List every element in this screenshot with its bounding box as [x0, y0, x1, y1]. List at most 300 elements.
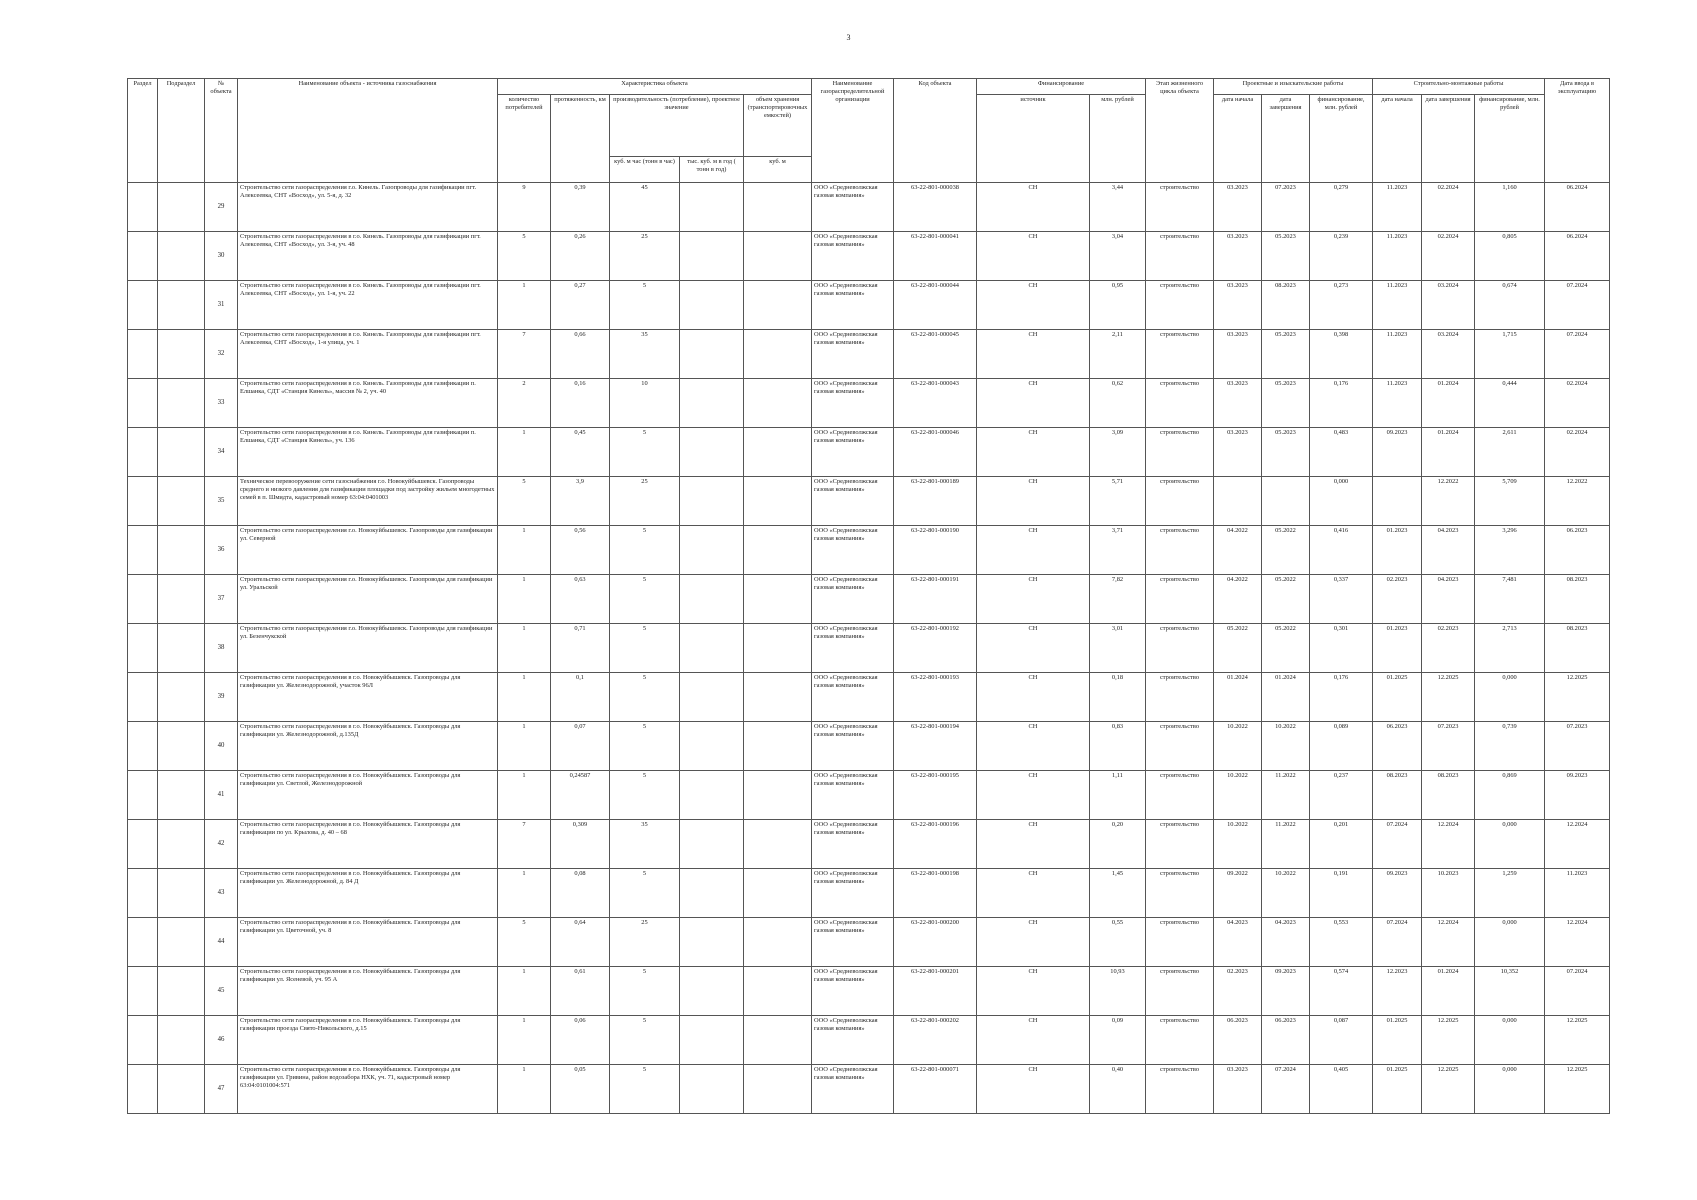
cell-razdel	[128, 673, 158, 722]
header-razdel: Раздел	[128, 79, 158, 183]
cell-commissioning-date: 12.2022	[1545, 477, 1610, 526]
cell-organization: ООО «Средневолжская газовая компания»	[812, 967, 894, 1016]
cell-stage: строительство	[1146, 232, 1214, 281]
cell-capacity-year	[680, 379, 744, 428]
cell-commissioning-date: 12.2024	[1545, 820, 1610, 869]
cell-length: 0,08	[551, 869, 610, 918]
cell-stage: строительство	[1146, 771, 1214, 820]
cell-organization: ООО «Средневолжская газовая компания»	[812, 477, 894, 526]
cell-design-financing: 0,553	[1310, 918, 1373, 967]
cell-source: СН	[977, 673, 1090, 722]
cell-length: 0,05	[551, 1065, 610, 1114]
cell-financing: 10,93	[1090, 967, 1146, 1016]
cell-nomer: 33	[205, 379, 238, 428]
cell-consumers: 5	[498, 477, 551, 526]
cell-design-start: 03.2023	[1214, 281, 1262, 330]
cell-construction-financing: 0,000	[1475, 1065, 1545, 1114]
cell-razdel	[128, 477, 158, 526]
cell-podrazdel	[158, 477, 205, 526]
cell-capacity-year	[680, 1016, 744, 1065]
cell-capacity-hour: 5	[610, 1016, 680, 1065]
header-etap: Этап жизненного цикла объекта	[1146, 79, 1214, 183]
table-row	[128, 673, 1610, 722]
header-name: Наименование объекта - источника газоснабжения	[238, 79, 498, 183]
cell-nomer: 35	[205, 477, 238, 526]
cell-consumers: 1	[498, 575, 551, 624]
cell-object-code: 63-22-801-000194	[894, 722, 977, 771]
cell-object-name: Строительство сети газораспределения в г.о. Новокуйбышевск. Газопроводы для газификации ул. Железнодорожной, д.135Д	[238, 722, 498, 771]
cell-commissioning-date: 06.2024	[1545, 232, 1610, 281]
cell-design-end: 11.2022	[1262, 820, 1310, 869]
cell-commissioning-date: 12.2025	[1545, 1065, 1610, 1114]
cell-capacity-hour: 5	[610, 526, 680, 575]
table-row	[128, 232, 1610, 281]
cell-object-name: Строительство сети газораспределения в г.о. Кинель. Газопроводы для газификации п. Елшанка, СДТ «Станция Кинель», массив № 2, уч. 40	[238, 379, 498, 428]
cell-storage	[744, 183, 812, 232]
cell-design-start: 03.2023	[1214, 330, 1262, 379]
cell-nomer: 39	[205, 673, 238, 722]
cell-commissioning-date: 08.2023	[1545, 624, 1610, 673]
header-vvod: Дата ввода в эксплуатацию	[1545, 79, 1610, 183]
cell-commissioning-date: 11.2023	[1545, 869, 1610, 918]
table-row	[128, 428, 1610, 477]
cell-razdel	[128, 379, 158, 428]
cell-construction-end: 01.2024	[1422, 379, 1475, 428]
header-mln: млн. рублей	[1090, 95, 1146, 183]
cell-design-financing: 0,239	[1310, 232, 1373, 281]
cell-design-start: 05.2022	[1214, 624, 1262, 673]
cell-capacity-hour: 35	[610, 330, 680, 379]
cell-podrazdel	[158, 428, 205, 477]
cell-construction-start: 01.2023	[1373, 526, 1422, 575]
cell-organization: ООО «Средневолжская газовая компания»	[812, 820, 894, 869]
cell-organization: ООО «Средневолжская газовая компания»	[812, 1065, 894, 1114]
cell-object-code: 63-22-801-000191	[894, 575, 977, 624]
table-row	[128, 967, 1610, 1016]
cell-object-code: 63-22-801-000195	[894, 771, 977, 820]
header-org: Наименование газораспределительной организации	[812, 79, 894, 183]
cell-construction-financing: 5,709	[1475, 477, 1545, 526]
cell-financing: 1,45	[1090, 869, 1146, 918]
cell-organization: ООО «Средневолжская газовая компания»	[812, 330, 894, 379]
cell-organization: ООО «Средневолжская газовая компания»	[812, 183, 894, 232]
cell-length: 0,45	[551, 428, 610, 477]
cell-object-name: Строительство сети газораспределения г.о. Кинель. Газопроводы для газификации пгт. Алексеевка, СНТ «Восход», ул. 5-я, д. 32	[238, 183, 498, 232]
cell-length: 0,56	[551, 526, 610, 575]
table-row	[128, 575, 1610, 624]
cell-source: СН	[977, 820, 1090, 869]
cell-construction-end: 08.2023	[1422, 771, 1475, 820]
cell-object-code: 63-22-801-000038	[894, 183, 977, 232]
header-kod: Код объекта	[894, 79, 977, 183]
cell-construction-financing: 3,296	[1475, 526, 1545, 575]
cell-construction-financing: 0,000	[1475, 673, 1545, 722]
cell-podrazdel	[158, 281, 205, 330]
cell-podrazdel	[158, 918, 205, 967]
cell-storage	[744, 673, 812, 722]
cell-design-financing: 0,087	[1310, 1016, 1373, 1065]
cell-podrazdel	[158, 575, 205, 624]
cell-podrazdel	[158, 869, 205, 918]
table-header	[128, 79, 1610, 183]
cell-podrazdel	[158, 232, 205, 281]
cell-storage	[744, 428, 812, 477]
cell-capacity-hour: 25	[610, 477, 680, 526]
table-row	[128, 477, 1610, 526]
cell-object-name: Строительство сети газораспределения в г.о. Новокуйбышевск. Газопроводы для газификации ул. Цветочной, уч. 8	[238, 918, 498, 967]
cell-podrazdel	[158, 771, 205, 820]
cell-object-name: Строительство сети газораспределения в г.о. Кинель. Газопроводы для газификации пгт. Алексеевка, СНТ «Восход», 1-я улица, уч. 1	[238, 330, 498, 379]
cell-construction-end: 04.2023	[1422, 575, 1475, 624]
cell-object-name: Строительство сети газораспределения г.о. Новокуйбышевск. Газопроводы для газификации ул. Безенчукской	[238, 624, 498, 673]
cell-design-end	[1262, 477, 1310, 526]
cell-stage: строительство	[1146, 575, 1214, 624]
table-row	[128, 771, 1610, 820]
cell-commissioning-date: 02.2024	[1545, 379, 1610, 428]
cell-financing: 2,11	[1090, 330, 1146, 379]
cell-construction-start: 08.2023	[1373, 771, 1422, 820]
page-number: 3	[846, 33, 851, 42]
cell-object-name: Строительство сети газораспределения в г.о. Кинель. Газопроводы для газификации пгт. Алексеевка, СНТ «Восход», ул. 3-я, уч. 48	[238, 232, 498, 281]
cell-construction-end: 12.2022	[1422, 477, 1475, 526]
cell-source: СН	[977, 477, 1090, 526]
cell-stage: строительство	[1146, 820, 1214, 869]
cell-construction-start: 01.2025	[1373, 1016, 1422, 1065]
cell-design-financing: 0,273	[1310, 281, 1373, 330]
table-row	[128, 624, 1610, 673]
cell-object-name: Строительство сети газораспределения в г.о. Новокуйбышевск. Газопроводы для газификации ул. Гривина, район водозабора НХК, уч. 71, кадастровый номер 63:04:0101004:571	[238, 1065, 498, 1114]
cell-nomer: 45	[205, 967, 238, 1016]
cell-nomer: 32	[205, 330, 238, 379]
cell-design-financing: 0,089	[1310, 722, 1373, 771]
cell-object-name: Строительство сети газораспределения в г.о. Новокуйбышевск. Газопроводы для газификации проезда Свято-Никольского, д.15	[238, 1016, 498, 1065]
cell-length: 0,309	[551, 820, 610, 869]
cell-design-financing: 0,398	[1310, 330, 1373, 379]
cell-consumers: 1	[498, 624, 551, 673]
cell-nomer: 34	[205, 428, 238, 477]
cell-nomer: 46	[205, 1016, 238, 1065]
cell-nomer: 44	[205, 918, 238, 967]
cell-podrazdel	[158, 183, 205, 232]
cell-capacity-year	[680, 232, 744, 281]
cell-design-start: 04.2023	[1214, 918, 1262, 967]
cell-storage	[744, 624, 812, 673]
cell-construction-start	[1373, 477, 1422, 526]
cell-organization: ООО «Средневолжская газовая компания»	[812, 722, 894, 771]
cell-design-start: 09.2022	[1214, 869, 1262, 918]
cell-design-end: 05.2022	[1262, 624, 1310, 673]
cell-capacity-year	[680, 869, 744, 918]
cell-organization: ООО «Средневолжская газовая компания»	[812, 428, 894, 477]
cell-object-code: 63-22-801-000043	[894, 379, 977, 428]
cell-stage: строительство	[1146, 722, 1214, 771]
cell-organization: ООО «Средневолжская газовая компания»	[812, 526, 894, 575]
cell-podrazdel	[158, 379, 205, 428]
cell-design-end: 05.2023	[1262, 428, 1310, 477]
cell-length: 0,64	[551, 918, 610, 967]
cell-commissioning-date: 08.2023	[1545, 575, 1610, 624]
cell-capacity-year	[680, 526, 744, 575]
table-body	[128, 183, 1610, 1114]
cell-design-financing: 0,191	[1310, 869, 1373, 918]
cell-commissioning-date: 09.2023	[1545, 771, 1610, 820]
cell-object-name: Строительство сети газораспределения в г.о. Новокуйбышевск. Газопроводы для газификации ул. Ясеневой, уч. 95 А	[238, 967, 498, 1016]
cell-length: 0,61	[551, 967, 610, 1016]
cell-design-financing: 0,416	[1310, 526, 1373, 575]
header-podrazdel: Подраздел	[158, 79, 205, 183]
cell-design-start: 10.2022	[1214, 771, 1262, 820]
cell-construction-end: 10.2023	[1422, 869, 1475, 918]
cell-design-financing: 0,337	[1310, 575, 1373, 624]
cell-consumers: 1	[498, 1065, 551, 1114]
cell-stage: строительство	[1146, 477, 1214, 526]
header-kub-chas: куб. м час (тонн в час)	[610, 157, 680, 183]
cell-source: СН	[977, 869, 1090, 918]
cell-podrazdel	[158, 330, 205, 379]
cell-stage: строительство	[1146, 673, 1214, 722]
cell-object-code: 63-22-801-000196	[894, 820, 977, 869]
cell-commissioning-date: 07.2024	[1545, 281, 1610, 330]
cell-construction-start: 11.2023	[1373, 330, 1422, 379]
cell-capacity-year	[680, 281, 744, 330]
cell-stage: строительство	[1146, 869, 1214, 918]
cell-length: 3,9	[551, 477, 610, 526]
cell-construction-financing: 0,000	[1475, 820, 1545, 869]
cell-consumers: 5	[498, 918, 551, 967]
cell-storage	[744, 1016, 812, 1065]
table-row	[128, 183, 1610, 232]
cell-financing: 0,83	[1090, 722, 1146, 771]
cell-commissioning-date: 12.2025	[1545, 1016, 1610, 1065]
cell-consumers: 1	[498, 1016, 551, 1065]
cell-design-end: 05.2023	[1262, 330, 1310, 379]
cell-design-financing: 0,000	[1310, 477, 1373, 526]
cell-razdel	[128, 967, 158, 1016]
header-harakteristika: Характеристика объекта	[498, 79, 812, 95]
header-proekt-fin: финансирование, млн. рублей	[1310, 95, 1373, 183]
cell-nomer: 30	[205, 232, 238, 281]
cell-financing: 0,62	[1090, 379, 1146, 428]
cell-consumers: 2	[498, 379, 551, 428]
cell-design-end: 10.2022	[1262, 869, 1310, 918]
cell-organization: ООО «Средневолжская газовая компания»	[812, 232, 894, 281]
cell-design-start: 03.2023	[1214, 183, 1262, 232]
cell-commissioning-date: 07.2023	[1545, 722, 1610, 771]
cell-construction-start: 11.2023	[1373, 183, 1422, 232]
cell-financing: 7,82	[1090, 575, 1146, 624]
cell-construction-end: 02.2024	[1422, 183, 1475, 232]
table-row	[128, 918, 1610, 967]
cell-stage: строительство	[1146, 918, 1214, 967]
cell-razdel	[128, 820, 158, 869]
header-istochnik: источник	[977, 95, 1090, 183]
cell-commissioning-date: 07.2024	[1545, 967, 1610, 1016]
cell-nomer: 31	[205, 281, 238, 330]
cell-object-code: 63-22-801-000189	[894, 477, 977, 526]
cell-nomer: 43	[205, 869, 238, 918]
cell-object-code: 63-22-801-000192	[894, 624, 977, 673]
cell-length: 0,16	[551, 379, 610, 428]
cell-construction-financing: 2,611	[1475, 428, 1545, 477]
cell-source: СН	[977, 232, 1090, 281]
cell-storage	[744, 281, 812, 330]
cell-stage: строительство	[1146, 624, 1214, 673]
cell-design-end: 10.2022	[1262, 722, 1310, 771]
cell-razdel	[128, 526, 158, 575]
cell-construction-financing: 0,000	[1475, 1016, 1545, 1065]
cell-object-name: Строительство сети газораспределения г.о. Новокуйбышевск. Газопроводы для газификации ул. Уральской	[238, 575, 498, 624]
cell-length: 0,06	[551, 1016, 610, 1065]
cell-consumers: 1	[498, 722, 551, 771]
cell-financing: 3,09	[1090, 428, 1146, 477]
cell-length: 0,27	[551, 281, 610, 330]
cell-storage	[744, 820, 812, 869]
cell-object-code: 63-22-801-000041	[894, 232, 977, 281]
cell-design-financing: 0,301	[1310, 624, 1373, 673]
cell-capacity-year	[680, 967, 744, 1016]
cell-design-end: 08.2023	[1262, 281, 1310, 330]
cell-stage: строительство	[1146, 379, 1214, 428]
cell-construction-start: 12.2023	[1373, 967, 1422, 1016]
cell-source: СН	[977, 918, 1090, 967]
cell-consumers: 1	[498, 526, 551, 575]
cell-object-code: 63-22-801-000193	[894, 673, 977, 722]
cell-consumers: 1	[498, 281, 551, 330]
table-row	[128, 722, 1610, 771]
cell-capacity-hour: 5	[610, 575, 680, 624]
cell-stage: строительство	[1146, 281, 1214, 330]
cell-object-code: 63-22-801-000201	[894, 967, 977, 1016]
cell-design-start: 10.2022	[1214, 722, 1262, 771]
cell-storage	[744, 379, 812, 428]
cell-construction-financing: 0,739	[1475, 722, 1545, 771]
header-proekt-end: дата завершения	[1262, 95, 1310, 183]
cell-storage	[744, 869, 812, 918]
cell-capacity-hour: 35	[610, 820, 680, 869]
cell-design-end: 11.2022	[1262, 771, 1310, 820]
cell-object-code: 63-22-801-000202	[894, 1016, 977, 1065]
cell-construction-end: 12.2025	[1422, 1016, 1475, 1065]
cell-source: СН	[977, 1016, 1090, 1065]
cell-podrazdel	[158, 526, 205, 575]
cell-razdel	[128, 1065, 158, 1114]
cell-stage: строительство	[1146, 1065, 1214, 1114]
cell-capacity-hour: 45	[610, 183, 680, 232]
cell-design-start: 03.2023	[1214, 428, 1262, 477]
cell-construction-end: 12.2025	[1422, 1065, 1475, 1114]
cell-length: 0,07	[551, 722, 610, 771]
table-row	[128, 1016, 1610, 1065]
cell-source: СН	[977, 183, 1090, 232]
cell-design-end: 07.2024	[1262, 1065, 1310, 1114]
cell-consumers: 1	[498, 771, 551, 820]
cell-capacity-hour: 5	[610, 771, 680, 820]
cell-construction-end: 03.2024	[1422, 281, 1475, 330]
cell-capacity-hour: 5	[610, 673, 680, 722]
cell-stage: строительство	[1146, 428, 1214, 477]
header-finans: Финансирование	[977, 79, 1146, 95]
cell-podrazdel	[158, 820, 205, 869]
cell-source: СН	[977, 330, 1090, 379]
cell-organization: ООО «Средневолжская газовая компания»	[812, 624, 894, 673]
table-row	[128, 1065, 1610, 1114]
cell-construction-start: 09.2023	[1373, 428, 1422, 477]
cell-object-name: Строительство сети газораспределения в г.о. Кинель. Газопроводы для газификации пгт. Алексеевка, СНТ «Восход», ул. 1-я, уч. 22	[238, 281, 498, 330]
cell-financing: 5,71	[1090, 477, 1146, 526]
cell-razdel	[128, 1016, 158, 1065]
cell-financing: 0,09	[1090, 1016, 1146, 1065]
cell-storage	[744, 967, 812, 1016]
cell-nomer: 42	[205, 820, 238, 869]
cell-design-end: 09.2023	[1262, 967, 1310, 1016]
cell-design-end: 04.2023	[1262, 918, 1310, 967]
cell-razdel	[128, 869, 158, 918]
cell-razdel	[128, 771, 158, 820]
cell-capacity-year	[680, 820, 744, 869]
cell-capacity-hour: 25	[610, 232, 680, 281]
cell-financing: 0,95	[1090, 281, 1146, 330]
cell-construction-end: 12.2024	[1422, 820, 1475, 869]
cell-capacity-year	[680, 918, 744, 967]
cell-podrazdel	[158, 673, 205, 722]
cell-construction-start: 01.2023	[1373, 624, 1422, 673]
cell-capacity-hour: 5	[610, 624, 680, 673]
header-stroit-fin: финансирование, млн. рублей	[1475, 95, 1545, 183]
cell-razdel	[128, 575, 158, 624]
cell-design-financing: 0,176	[1310, 379, 1373, 428]
cell-design-start: 03.2023	[1214, 379, 1262, 428]
cell-razdel	[128, 918, 158, 967]
cell-source: СН	[977, 1065, 1090, 1114]
cell-commissioning-date: 06.2024	[1545, 183, 1610, 232]
cell-podrazdel	[158, 624, 205, 673]
cell-organization: ООО «Средневолжская газовая компания»	[812, 1016, 894, 1065]
header-tys-kub: тыс. куб. м в год ( тонн в год)	[680, 157, 744, 183]
cell-consumers: 1	[498, 869, 551, 918]
cell-object-code: 63-22-801-000045	[894, 330, 977, 379]
cell-consumers: 1	[498, 428, 551, 477]
cell-commissioning-date: 06.2023	[1545, 526, 1610, 575]
header-obem: объем хранения (транспортировочных емкостей)	[744, 95, 812, 157]
cell-nomer: 47	[205, 1065, 238, 1114]
cell-organization: ООО «Средневолжская газовая компания»	[812, 869, 894, 918]
cell-object-code: 63-22-801-000046	[894, 428, 977, 477]
table-row	[128, 281, 1610, 330]
cell-storage	[744, 918, 812, 967]
cell-construction-financing: 0,805	[1475, 232, 1545, 281]
cell-length: 0,39	[551, 183, 610, 232]
cell-length: 0,24587	[551, 771, 610, 820]
cell-organization: ООО «Средневолжская газовая компания»	[812, 673, 894, 722]
cell-object-name: Строительство сети газораспределения в г.о. Кинель. Газопроводы для газификации п. Елшанка, СДТ «Станция Кинель», уч. 136	[238, 428, 498, 477]
cell-storage	[744, 330, 812, 379]
cell-financing: 3,71	[1090, 526, 1146, 575]
cell-stage: строительство	[1146, 967, 1214, 1016]
header-stroit-start: дата начала	[1373, 95, 1422, 183]
cell-design-end: 05.2023	[1262, 232, 1310, 281]
cell-capacity-hour: 5	[610, 722, 680, 771]
cell-design-start: 04.2022	[1214, 526, 1262, 575]
cell-design-start: 10.2022	[1214, 820, 1262, 869]
cell-consumers: 7	[498, 330, 551, 379]
cell-financing: 0,18	[1090, 673, 1146, 722]
cell-design-end: 05.2022	[1262, 575, 1310, 624]
cell-stage: строительство	[1146, 183, 1214, 232]
cell-storage	[744, 722, 812, 771]
cell-capacity-year	[680, 477, 744, 526]
cell-financing: 1,11	[1090, 771, 1146, 820]
cell-source: СН	[977, 281, 1090, 330]
